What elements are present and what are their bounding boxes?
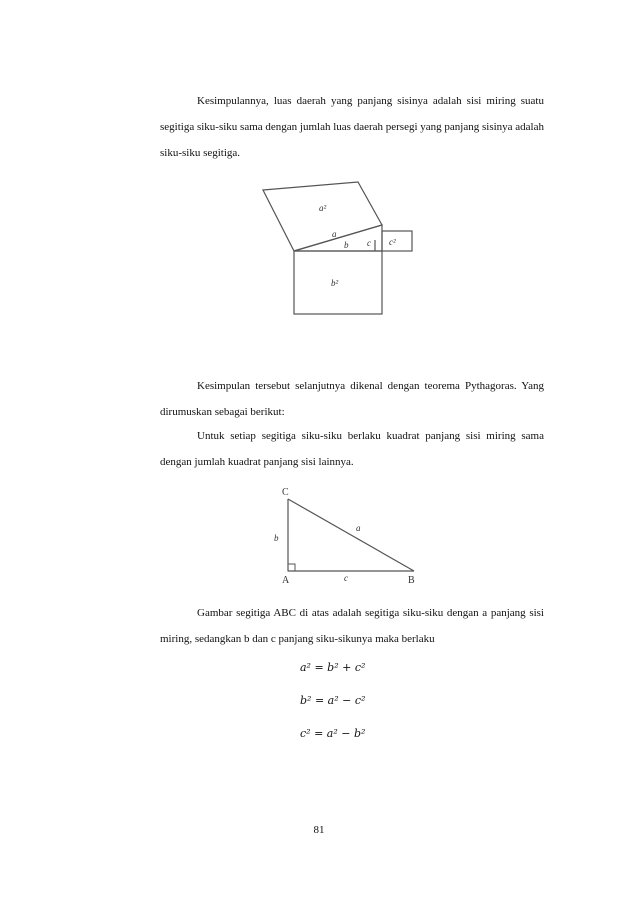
triangle-abc-figure — [268, 482, 428, 590]
side-a-line — [288, 499, 414, 571]
square-a — [263, 182, 382, 251]
label-c-squared: c² — [389, 237, 396, 247]
paragraph-explanation-text: Gambar segitiga ABC di atas adalah segitiga siku-siku dengan a panjang sisi miring, sedangkan b dan c panjang siku-sikunya maka berlaku — [160, 607, 544, 645]
label-c: c — [367, 238, 371, 248]
side-b-label: b — [274, 533, 279, 543]
right-angle-mark — [288, 564, 295, 571]
label-a-squared: a² — [319, 203, 327, 213]
paragraph-explanation — [160, 600, 544, 652]
vertex-b: B — [408, 575, 415, 586]
page-number: 81 — [313, 824, 325, 836]
side-a-label: a — [356, 523, 361, 533]
paragraph-theorem-intro — [160, 373, 544, 425]
paragraph-theorem-text: Untuk setiap segitiga siku-siku berlaku kuadrat panjang sisi miring sama dengan jumlah kuadrat panjang sisi lainnya. — [160, 430, 544, 468]
square-c — [382, 231, 412, 251]
equation-3: c² = a² − b² — [300, 727, 366, 740]
label-b-squared: b² — [331, 278, 339, 288]
label-b: b — [344, 240, 349, 250]
equation-1: a² = b² + c² — [300, 661, 366, 674]
pythagoras-squares-figure — [255, 182, 395, 322]
label-a: a — [332, 229, 337, 239]
vertex-a: A — [282, 575, 290, 586]
vertex-c: C — [282, 487, 289, 498]
paragraph-theorem-intro-text: Kesimpulan tersebut selanjutnya dikenal dengan teorema Pythagoras. Yang dirumuskan sebagai berikut: — [160, 380, 544, 418]
paragraph-conclusion-text: Kesimpulannya, luas daerah yang panjang sisinya adalah sisi miring suatu segitiga siku-siku sama dengan jumlah luas daerah persegi yang panjang sisinya adalah siku-siku segitiga. — [160, 95, 544, 159]
paragraph-theorem — [160, 423, 544, 475]
side-c-label: c — [344, 573, 348, 583]
paragraph-conclusion — [160, 88, 544, 166]
equation-2: b² = a² − c² — [300, 694, 366, 707]
